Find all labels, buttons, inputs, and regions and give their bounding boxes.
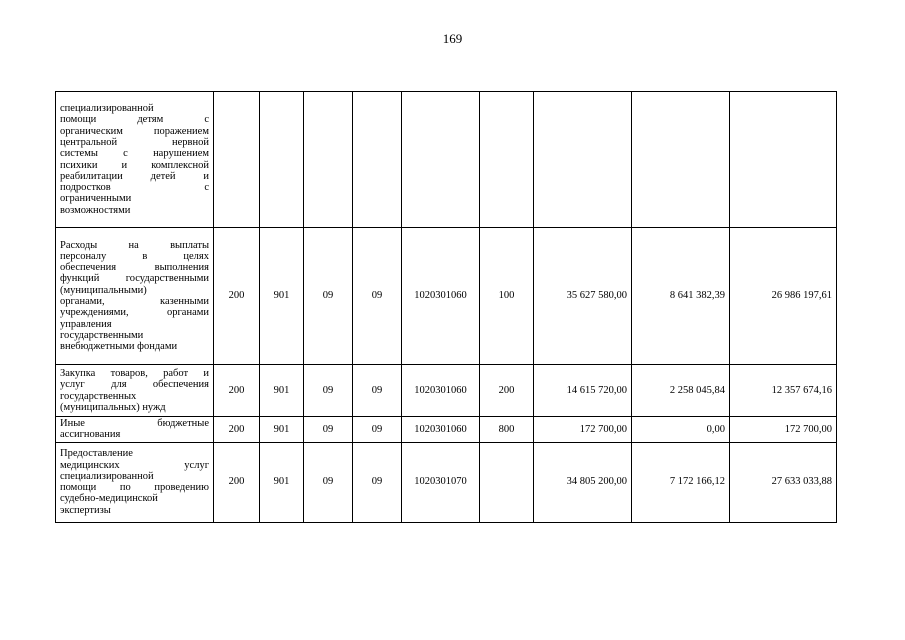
target-article-cell: 1020301060 <box>402 228 480 365</box>
remaining-amount-cell <box>730 92 837 228</box>
target-article-cell: 1020301060 <box>402 365 480 417</box>
subsection-code-cell: 09 <box>353 365 402 417</box>
expense-type-cell: 200 <box>480 365 534 417</box>
description-line: управления <box>60 318 112 330</box>
description-line: экспертизы <box>60 504 111 516</box>
executed-amount-cell <box>632 92 730 228</box>
description-line: Предоставление <box>60 448 133 460</box>
subsection-code-cell: 09 <box>353 417 402 443</box>
section-code-cell <box>304 92 353 228</box>
remaining-amount-cell: 172 700,00 <box>730 417 837 443</box>
remaining-amount-cell: 27 633 033,88 <box>730 442 837 522</box>
description-line: услуг для обеспечения <box>60 379 209 391</box>
description-line: ассигнования <box>60 429 121 441</box>
approved-amount-cell: 34 805 200,00 <box>534 442 632 522</box>
executed-amount-cell: 0,00 <box>632 417 730 443</box>
section-code-cell: 09 <box>304 417 353 443</box>
description-line: Расходы на выплаты <box>60 239 209 251</box>
expense-type-cell: 100 <box>480 228 534 365</box>
description-line: помощи по проведению <box>60 482 209 494</box>
approved-amount-cell: 172 700,00 <box>534 417 632 443</box>
description-line: центральной нервной <box>60 136 209 148</box>
description-line: (муниципальных) нужд <box>60 401 166 413</box>
section-code-cell: 09 <box>304 442 353 522</box>
description-line: органами, казенными <box>60 296 209 307</box>
description-line: системы с нарушением <box>60 148 209 160</box>
ministry-code-cell: 901 <box>260 442 304 522</box>
description-line: помощи детям с <box>60 114 209 126</box>
description-line: обеспечения выполнения <box>60 262 209 274</box>
table-row <box>56 92 837 228</box>
table-row <box>56 365 837 417</box>
section-code-cell: 09 <box>304 228 353 365</box>
remaining-amount-cell: 26 986 197,61 <box>730 228 837 365</box>
page-number: 169 <box>442 31 463 46</box>
expense-type-cell <box>480 442 534 522</box>
row-description <box>56 417 214 443</box>
description-line: органическим поражением <box>60 125 209 137</box>
row-description <box>56 365 214 417</box>
description-line: персоналу в целях <box>60 250 209 262</box>
description-line: Закупка товаров, работ и <box>60 367 209 379</box>
table-row <box>56 417 837 443</box>
target-article-cell: 1020301070 <box>402 442 480 522</box>
approved-amount-cell: 14 615 720,00 <box>534 365 632 417</box>
description-line: функций государственными <box>60 273 209 285</box>
executed-amount-cell: 8 641 382,39 <box>632 228 730 365</box>
row-description <box>56 92 214 228</box>
executed-amount-cell: 2 258 045,84 <box>632 365 730 417</box>
description-line: медицинских услуг <box>60 459 209 471</box>
ministry-code-cell: 901 <box>260 365 304 417</box>
status-code-cell: 200 <box>214 417 260 443</box>
ministry-code-cell: 901 <box>260 417 304 443</box>
status-code-cell: 200 <box>214 365 260 417</box>
target-article-cell: 1020301060 <box>402 417 480 443</box>
ministry-code-cell <box>260 92 304 228</box>
description-line: государственными <box>60 329 144 341</box>
description-line: учреждениями, органами <box>60 307 209 319</box>
table-row <box>56 442 837 522</box>
description-line: психики и комплексной <box>60 159 209 171</box>
description-line: внебюджетными фондами <box>60 341 178 353</box>
description-line: судебно-медицинской <box>60 493 158 505</box>
table-row <box>56 228 837 365</box>
description-line: (муниципальными) <box>60 284 147 296</box>
expense-type-cell: 800 <box>480 417 534 443</box>
description-line: специализированной <box>60 103 154 115</box>
description-line: государственных <box>60 390 137 402</box>
row-description <box>56 228 214 365</box>
remaining-amount-cell: 12 357 674,16 <box>730 365 837 417</box>
subsection-code-cell: 09 <box>353 442 402 522</box>
subsection-code-cell <box>353 92 402 228</box>
description-line: ограниченными <box>60 193 132 205</box>
section-code-cell: 09 <box>304 365 353 417</box>
executed-amount-cell: 7 172 166,12 <box>632 442 730 522</box>
description-line: возможностями <box>60 204 131 216</box>
description-line: реабилитации детей и <box>60 170 209 182</box>
description-line: специализированной <box>60 470 154 482</box>
target-article-cell <box>402 92 480 228</box>
approved-amount-cell: 35 627 580,00 <box>534 228 632 365</box>
expense-type-cell <box>480 92 534 228</box>
budget-table <box>55 91 837 523</box>
description-line: подростков с <box>60 182 209 194</box>
status-code-cell: 200 <box>214 442 260 522</box>
description-line: Иные бюджетные <box>60 418 209 429</box>
approved-amount-cell <box>534 92 632 228</box>
status-code-cell <box>214 92 260 228</box>
row-description <box>56 442 214 522</box>
ministry-code-cell: 901 <box>260 228 304 365</box>
status-code-cell: 200 <box>214 228 260 365</box>
subsection-code-cell: 09 <box>353 228 402 365</box>
